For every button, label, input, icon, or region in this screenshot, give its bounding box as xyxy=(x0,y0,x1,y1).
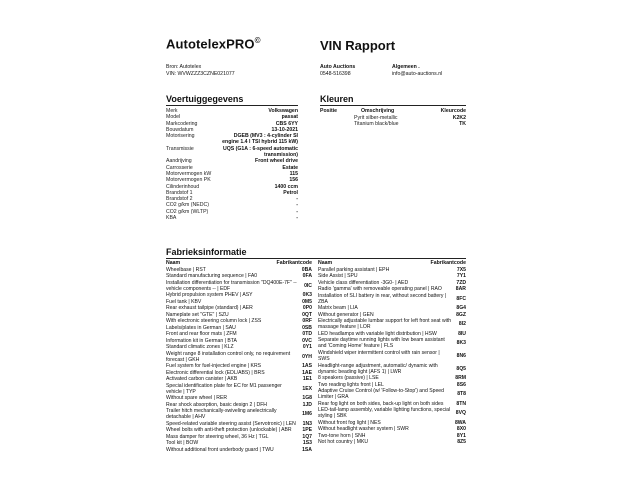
factory-item-code: 1E1 xyxy=(302,376,312,383)
vehicle-divider xyxy=(166,105,298,106)
factory-item xyxy=(318,318,466,331)
col-position: Positie xyxy=(320,108,338,114)
factory-item xyxy=(318,362,466,375)
factory-item-name: Installation differentiation for transmission "DQ400E-7F" -- vehicle components -- | EDF xyxy=(166,279,297,293)
factory-item-name: Wheel bolts with anti-theft protection (unlockable) | ABR xyxy=(166,427,292,434)
factory-item-name: Adaptive Cruise Control (w/ 'Follow-to-Stop') and Speed Limiter | GRA xyxy=(318,388,444,401)
document-title: VIN Rapport xyxy=(320,38,396,53)
vehicle-details xyxy=(166,108,298,221)
vehicle-field-value: Front wheel drive xyxy=(255,158,298,165)
factory-item-name: Windshield wiper intermittent control with rain sensor | SWS xyxy=(318,349,440,363)
factory-item-name: Electrically adjustable lumbar support for left front seat with massage feature | LOR xyxy=(318,318,452,331)
factory-item-name: Vehicle class differentiation -3G0- | AED xyxy=(318,279,409,286)
factory-item-code: 8S6 xyxy=(456,381,466,388)
factory-item-name: With electronic steering column lock | ZSS xyxy=(166,318,262,325)
factory-item xyxy=(166,382,312,395)
factory-item-name: Standard manufacturing sequence | FA0 xyxy=(166,273,258,280)
vehicle-field-value: - xyxy=(296,215,298,222)
factory-column-left xyxy=(166,260,312,453)
factory-item-name: Special identification plate for EC for M1 passenger vehicle | TYP xyxy=(166,382,282,395)
factory-item-name: Speed-related variable steering assist (Servotronic) | LEN xyxy=(166,420,296,427)
copyright-mark: © xyxy=(254,36,261,45)
factory-item-name: Front and rear floor mats | ZFM xyxy=(166,331,237,338)
vehicle-field-value: - xyxy=(296,208,298,215)
factory-item-name: Two reading lights front | LEL xyxy=(318,381,384,388)
factory-item xyxy=(318,350,466,363)
factory-item-name: LED-tail-lamp assembly, variable lighting functions, special styling | SBK xyxy=(318,407,451,420)
vehicle-field-value: passat xyxy=(281,114,298,121)
vehicle-field-label: Cilinderinhoud xyxy=(166,183,200,190)
vehicle-row xyxy=(166,146,298,159)
vehicle-field-label: CO2 g/km (NEDC) xyxy=(166,202,209,209)
factory-item-name: Wheelbase | RST xyxy=(166,266,206,273)
col-factory-code: Fabrikantcode xyxy=(276,260,312,266)
color-code: K2K2 xyxy=(452,114,466,121)
color-row xyxy=(320,121,466,127)
factory-item-name: Headlight-range adjustment, automatic/ dynamic with dynamic beading light (AFS 1) | LWR xyxy=(318,362,438,375)
factory-item-code: 8Z5 xyxy=(457,439,466,446)
factory-item-code: 1M6 xyxy=(302,411,312,418)
factory-item-name: Installation of SLI battery in rear, without second battery | ZBA xyxy=(318,292,447,305)
factory-item-name: Without additional front underbody guard | TWU xyxy=(166,446,274,453)
factory-item-code: 8WA xyxy=(454,419,466,426)
factory-item-name: Not hot country | MKU xyxy=(318,439,369,446)
factory-item-code: 0M5 xyxy=(302,298,312,305)
color-description: Titanium black/blue xyxy=(354,121,399,128)
factory-item-name: Parallel parking assistant | EPH xyxy=(318,266,390,273)
vehicle-field-label: Transmissie xyxy=(166,145,194,152)
factory-right-header xyxy=(318,260,466,267)
factory-item-name: Without headlight washer system | SWR xyxy=(318,426,409,433)
vehicle-field-label: Merk xyxy=(166,108,178,114)
factory-item xyxy=(318,388,466,401)
vehicle-field-label: Carrosserie xyxy=(166,164,193,171)
dealer-name: Auto Auctions xyxy=(320,64,356,70)
factory-item-name: Side Assist | SPU xyxy=(318,273,358,280)
factory-item xyxy=(318,400,466,406)
factory-item-code: 0SB xyxy=(302,324,312,331)
factory-item-name: Without generator | GEN xyxy=(318,311,374,318)
vehicle-section-title: Voertuiggegevens xyxy=(166,94,244,104)
factory-item xyxy=(166,421,312,427)
factory-item-code: 8RM xyxy=(455,375,466,382)
factory-item-name: Rear shock absorption, basic design 2 | DFH xyxy=(166,401,267,408)
factory-item-code: 8G4 xyxy=(456,305,466,312)
factory-left-header xyxy=(166,260,312,267)
factory-item-code: 0VC xyxy=(302,337,312,344)
factory-right-list xyxy=(318,267,466,446)
vehicle-row xyxy=(166,133,298,146)
factory-item-name: Radio 'gamma' with removeable operating panel | RAO xyxy=(318,286,442,293)
vehicle-field-label: Motorvermogen kW xyxy=(166,170,212,177)
dealer-phone: 0548-516398 xyxy=(320,70,351,77)
vehicle-field-value: Volkswagen xyxy=(268,108,298,114)
factory-item-code: 0FA xyxy=(302,273,312,280)
vehicle-field-label: CO2 g/km (WLTP) xyxy=(166,208,209,215)
color-code: TK xyxy=(459,121,466,128)
factory-item-code: 8X0 xyxy=(456,426,466,433)
factory-item-code: 0P0 xyxy=(302,305,312,312)
vehicle-field-label: Bouwdatum xyxy=(166,126,194,133)
factory-item xyxy=(166,408,312,421)
source-line: Bron: Autotelex xyxy=(166,64,202,70)
factory-item-code: 0RF xyxy=(302,318,312,325)
factory-divider xyxy=(166,258,466,259)
color-description: Pyrit silber-metallic xyxy=(354,114,398,121)
vehicle-field-label: Brandstof 1 xyxy=(166,189,193,196)
factory-item xyxy=(318,286,466,292)
factory-item-name: Standard climatic zones | KLZ xyxy=(166,344,234,351)
factory-column-right xyxy=(318,260,466,445)
vehicle-field-value: 156 xyxy=(289,177,298,184)
vehicle-field-label: Aandrijving xyxy=(166,158,192,165)
factory-item-name: Electronic differential lock (EDL/ABS) | BRS xyxy=(166,369,265,376)
factory-item-name: Tool kit | BOW xyxy=(166,440,199,447)
factory-item-code: 8GZ xyxy=(456,311,466,318)
vehicle-field-value: Petrol xyxy=(283,189,298,196)
factory-item-code: 1PE xyxy=(302,427,312,434)
col-factory-code: Fabrikantcode xyxy=(430,260,466,266)
factory-item-code: 7ZD xyxy=(456,279,466,286)
vehicle-field-label: Model xyxy=(166,114,181,121)
vehicle-field-value: UQS (G1A : 6-speed automatic transmission) xyxy=(222,145,298,159)
factory-item-name: Activated carbon canister | AKB xyxy=(166,376,238,383)
dealer-info xyxy=(320,64,380,77)
factory-item-code: 7X5 xyxy=(456,266,466,273)
factory-item-code: 1JD xyxy=(302,401,312,408)
col-description: Omschrijving xyxy=(361,108,395,114)
factory-item-name: 8 speakers (passive) | LSE xyxy=(318,375,379,382)
factory-item xyxy=(318,439,466,445)
vehicle-field-value: CBS 6YY xyxy=(275,120,298,127)
col-color-code: Kleurcode xyxy=(440,108,466,114)
factory-item-code: 0BA xyxy=(301,266,312,273)
factory-item-code: 8IU xyxy=(458,330,466,337)
factory-item-code: 1EX xyxy=(302,385,312,392)
factory-item xyxy=(166,427,312,433)
factory-item-code: 0K3 xyxy=(302,292,312,299)
factory-item-code: 8Q5 xyxy=(456,365,466,372)
factory-item-name: Matrix beam | LIA xyxy=(318,305,358,312)
factory-item-code: 1SA xyxy=(302,446,312,453)
vehicle-field-value: Estate xyxy=(282,164,298,171)
factory-item-code: 0YH xyxy=(302,353,312,360)
factory-item-name: Rear exhaust tailpipe (standard) | AER xyxy=(166,305,253,312)
factory-item-name: Without front fog light | NES xyxy=(318,419,381,426)
vehicle-field-label: Brandstof 2 xyxy=(166,196,193,203)
vin-line: VIN: WVWZZZ3CZNE021077 xyxy=(166,70,235,77)
factory-item-code: 8T8 xyxy=(457,391,466,398)
factory-item xyxy=(166,280,312,293)
vehicle-field-value: 13-10-2021 xyxy=(271,126,298,133)
factory-item-code: 1G8 xyxy=(302,395,312,402)
factory-item-code: 8AR xyxy=(455,286,466,293)
colors-divider xyxy=(320,105,466,106)
factory-item xyxy=(318,407,466,420)
factory-item-name: Fuel tank | KBV xyxy=(166,298,202,305)
factory-item-name: Hybrid propulsion system PHEV | ASY xyxy=(166,292,253,299)
factory-item-code: 0QT xyxy=(302,311,312,318)
factory-item-code: 0IC xyxy=(304,282,312,289)
vehicle-field-label: KBA xyxy=(166,215,177,222)
factory-item-code: 8TN xyxy=(456,400,466,407)
factory-item-code: 0Y1 xyxy=(302,344,312,351)
factory-item-code: 1S3 xyxy=(302,440,312,447)
factory-item-code: 8Y1 xyxy=(456,432,466,439)
factory-item xyxy=(318,337,466,350)
factory-item-code: 8I2 xyxy=(458,321,466,328)
vehicle-field-label: Motorisering xyxy=(166,133,195,140)
color-rows xyxy=(320,115,466,128)
source-info xyxy=(166,64,306,77)
factory-item xyxy=(166,446,312,452)
vehicle-field-value: 1400 ccm xyxy=(274,183,298,190)
factory-item-code: 1AS xyxy=(302,363,312,370)
factory-item-name: Nameplate set "GTE" | SZU xyxy=(166,311,229,318)
brand-title: AutotelexPRO© xyxy=(166,36,261,52)
factory-item-name: Weight range 8 installation control only, no requirement forecast | GKH xyxy=(166,350,291,363)
factory-item-code: 1Q7 xyxy=(302,433,312,440)
vehicle-row xyxy=(166,215,298,221)
general-label: Algemeen . xyxy=(392,64,420,70)
vehicle-field-value: - xyxy=(296,202,298,209)
factory-item-code: 8K3 xyxy=(456,340,466,347)
factory-item-name: Fuel system for fuel-injected engine | KRS xyxy=(166,363,262,370)
factory-item-name: LED headlamps with variable light distribution | HSW xyxy=(318,330,437,337)
colors-header xyxy=(320,108,466,115)
factory-item-code: 8N6 xyxy=(456,353,466,359)
factory-item-code: 1AE xyxy=(302,369,312,376)
factory-item-code: 0TD xyxy=(302,331,312,338)
vehicle-field-value: DGEB (MV3 : 4-cylinder SI engine 1.4 l TSI hybrid 115 kW) xyxy=(222,133,298,146)
factory-item-code: 7Y1 xyxy=(456,273,466,280)
factory-item-name: Information kit in German | BTA xyxy=(166,337,237,344)
vehicle-field-label: Motorvermogen PK xyxy=(166,177,211,184)
factory-item xyxy=(318,293,466,306)
factory-item-code: 8FC xyxy=(456,295,466,302)
vehicle-field-label: Markcodering xyxy=(166,120,198,127)
colors-section-title: Kleuren xyxy=(320,94,354,104)
factory-item-name: Separate daytime running lights with low beam assistant and 'Coming Home' feature | FLS xyxy=(318,337,445,350)
factory-item-name: Without spare wheel | RER xyxy=(166,395,228,402)
factory-section-title: Fabrieksinformatie xyxy=(166,247,247,257)
factory-item xyxy=(166,351,312,364)
general-info xyxy=(392,64,482,77)
vehicle-field-value: 115 xyxy=(289,170,298,177)
general-email: info@auto-auctions.nl xyxy=(392,70,443,77)
factory-item-name: Two-tone horn | SNH xyxy=(318,432,366,439)
col-name: Naam xyxy=(166,260,181,266)
colors-table xyxy=(320,108,466,127)
vehicle-field-value: - xyxy=(296,196,298,203)
factory-item-code: 8VQ xyxy=(455,410,466,417)
col-name: Naam xyxy=(318,260,333,266)
factory-item-name: Labels/plates in German | SAU xyxy=(166,324,236,331)
factory-item-code: 1N3 xyxy=(302,420,312,427)
factory-item-name: Trailer hitch mechanically-swiveling anelectrically detachable | AHV xyxy=(166,408,277,421)
factory-item-name: Rear fog light on both sides, back-up light on both sides xyxy=(318,400,444,407)
factory-item-name: Mass damper for steering wheel, 36 Hz | TGL xyxy=(166,433,269,440)
factory-left-list xyxy=(166,267,312,453)
